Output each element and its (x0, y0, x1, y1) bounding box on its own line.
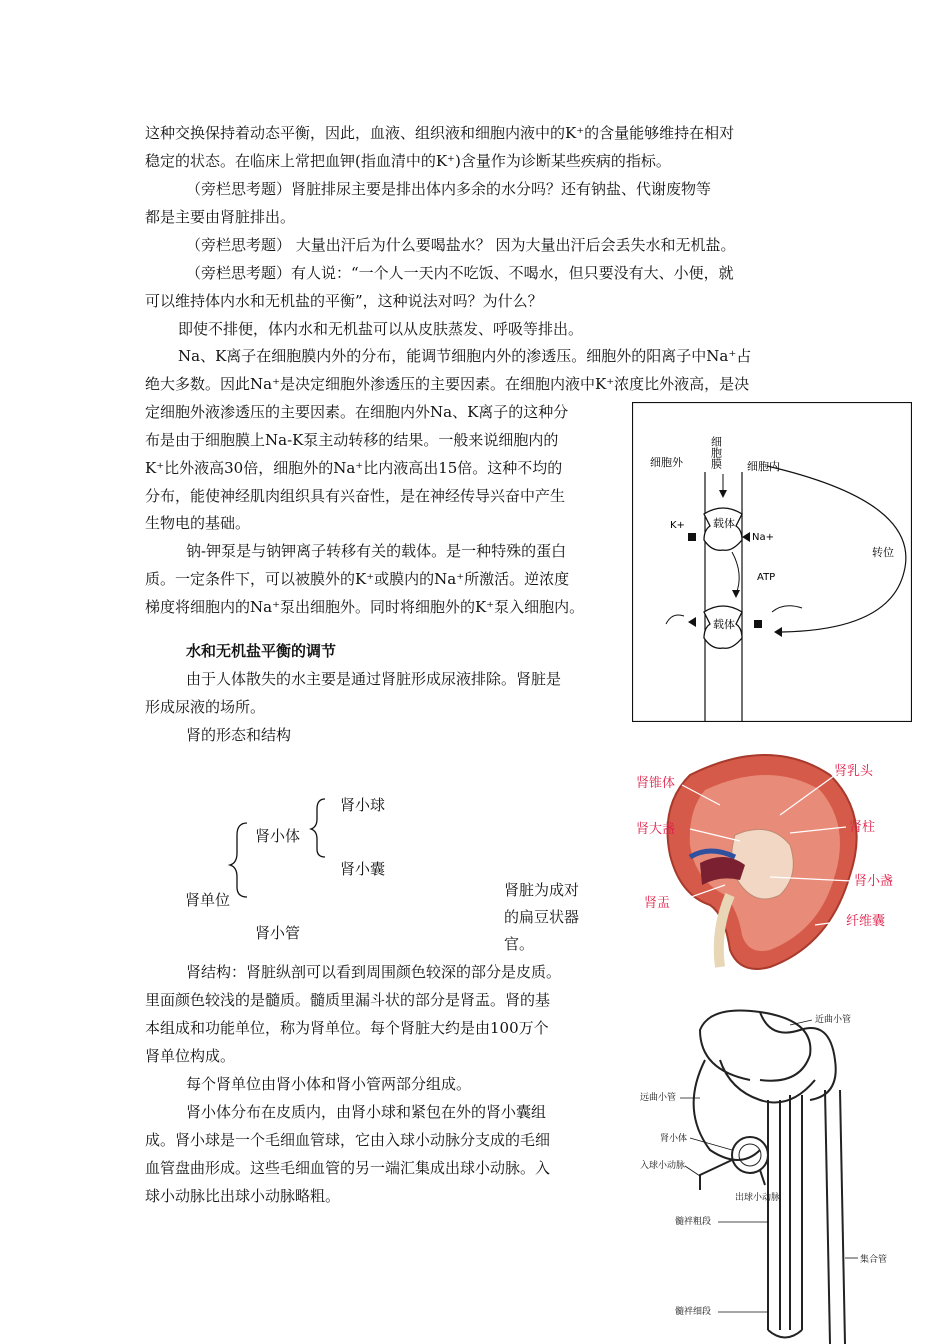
side-note-line2: 的扁豆状器 (504, 908, 580, 926)
para1-line2: 稳定的状态。在临床上常把血钾(指血清中的K⁺)含量作为诊断某些疾病的指标。 (145, 152, 671, 170)
tree-tubule: 肾小管 (255, 924, 301, 942)
tree-capsule: 肾小囊 (340, 860, 386, 878)
label-major-calyx: 肾大盏 (636, 822, 676, 837)
label-pelvis: 肾盂 (644, 896, 671, 911)
para2-line3: 定细胞外液渗透压的主要因素。在细胞内外Na、K离子的这种分 (145, 403, 569, 421)
para6: 每个肾单位由肾小体和肾小管两部分组成。 (186, 1075, 472, 1093)
para3-line3: 梯度将细胞内的Na⁺泵出细胞外。同时将细胞外的K⁺泵入细胞内。 (145, 598, 585, 616)
answer3: 即使不排便，体内水和无机盐可以从皮肤蒸发、呼吸等排出。 (178, 320, 584, 338)
label-minor-calyx: 肾小盏 (854, 874, 894, 889)
carrier-label-top: 载体 (713, 517, 735, 530)
para3-line2: 质。一定条件下，可以被膜外的K⁺或膜内的Na⁺所激活。逆浓度 (145, 570, 570, 588)
para7-line2: 成。肾小球是一个毛细血管球，它由入球小动脉分支成的毛细 (145, 1131, 551, 1149)
section-heading: 水和无机盐平衡的调节 (186, 642, 337, 660)
tree-nephron: 肾单位 (185, 891, 231, 909)
label-transpose: 转位 (872, 546, 894, 559)
nephron-figure (640, 1000, 930, 1344)
para5-line2: 里面颜色较浅的是髓质。髓质里漏斗状的部分是肾盂。肾的基 (145, 991, 551, 1009)
label-renal-corpuscle: 肾小体 (660, 1134, 688, 1144)
label-outside: 细胞外 (650, 456, 683, 469)
question3-line1: （旁栏思考题）有人说：“一个人一天内不吃饭、不喝水，但只要没有大、小便，就 (186, 264, 734, 282)
question2-line1: （旁栏思考题） 大量出汗后为什么要喝盐水？ 因为大量出汗后会丢失水和无机盐。 (186, 236, 736, 254)
kidney-figure (630, 745, 920, 970)
label-na: Na+ (752, 532, 774, 543)
label-efferent: 出球小动脉 (735, 1193, 781, 1203)
label-fibrous-capsule: 纤维囊 (846, 914, 886, 929)
label-inside: 细胞内 (747, 460, 780, 473)
para2-line6: 分布，能使神经肌肉组织具有兴奋性，是在神经传导兴奋中产生 (145, 487, 566, 505)
para4-line2: 形成尿液的场所。 (145, 698, 266, 716)
para2-line2: 绝大多数。因此Na⁺是决定细胞外渗透压的主要因素。在细胞内液中K⁺浓度比外液高，是决 (145, 375, 750, 393)
k-ion-marker (688, 533, 696, 541)
para2-line4: 布是由于细胞膜上Na-K泵主动转移的结果。一般来说细胞内的 (145, 431, 559, 449)
para5-line1: 肾结构：肾脏纵剖可以看到周围颜色较深的部分是皮质。 (186, 963, 562, 981)
tree-glomerulus: 肾小球 (340, 796, 386, 814)
label-loop-thick: 髓袢粗段 (675, 1217, 712, 1227)
tree-braces (225, 795, 335, 905)
para7-line3: 血管盘曲形成。这些毛细血管的另一端汇集成出球小动脉。入 (145, 1159, 551, 1177)
label-column: 肾柱 (849, 820, 876, 835)
para5-line4: 肾单位构成。 (145, 1047, 236, 1065)
para2-line1: Na、K离子在细胞膜内外的分布，能调节细胞内外的渗透压。细胞外的阳离子中Na⁺占 (178, 347, 752, 365)
question3-line2: 可以维持体内水和无机盐的平衡”，这种说法对吗？为什么？ (145, 292, 543, 310)
para1-line1: 这种交换保持着动态平衡，因此，血液、组织液和细胞内液中的K⁺的含量能够维持在相对 (145, 124, 735, 142)
side-note-line3: 官。 (504, 935, 535, 953)
figure-frame (633, 403, 912, 722)
para2-line7: 生物电的基础。 (145, 514, 251, 532)
side-note-line1: 肾脏为成对 (504, 881, 580, 899)
question1-line2: 都是主要由肾脏排出。 (145, 208, 296, 226)
label-afferent: 入球小动脉 (640, 1161, 686, 1171)
para5-line3: 本组成和功能单位，称为肾单位。每个肾脏大约是由100万个 (145, 1019, 549, 1037)
para3-line1: 钠-钾泵是与钠钾离子转移有关的载体。是一种特殊的蛋白 (186, 542, 567, 560)
label-proximal-tubule: 近曲小管 (815, 1015, 852, 1025)
label-atp: ATP (757, 572, 776, 583)
subheading: 肾的形态和结构 (186, 726, 292, 744)
label-membrane: 细胞膜 (709, 436, 723, 469)
para7-line1: 肾小体分布在皮质内，由肾小球和紧包在外的肾小囊组 (186, 1103, 547, 1121)
na-k-pump-figure (632, 402, 912, 722)
question1-line1: （旁栏思考题）肾脏排尿主要是排出体内多余的水分吗？还有钠盐、代谢废物等 (186, 180, 712, 198)
label-collecting-duct: 集合管 (860, 1255, 888, 1265)
tree-renal-body: 肾小体 (255, 827, 301, 845)
label-k: K+ (670, 520, 685, 531)
carrier-label-bottom: 载体 (713, 618, 735, 631)
label-distal-tubule: 远曲小管 (640, 1093, 677, 1103)
label-pyramid: 肾锥体 (636, 776, 676, 791)
label-papilla: 肾乳头 (834, 764, 874, 779)
para2-line5: K⁺比外液高30倍，细胞外的Na⁺比内液高出15倍。这种不均的 (145, 459, 563, 477)
para7-line4: 球小动脉比出球小动脉略粗。 (145, 1187, 341, 1205)
label-loop-thin: 髓袢细段 (675, 1307, 712, 1317)
para4-line1: 由于人体散失的水主要是通过肾脏形成尿液排除。肾脏是 (186, 670, 562, 688)
